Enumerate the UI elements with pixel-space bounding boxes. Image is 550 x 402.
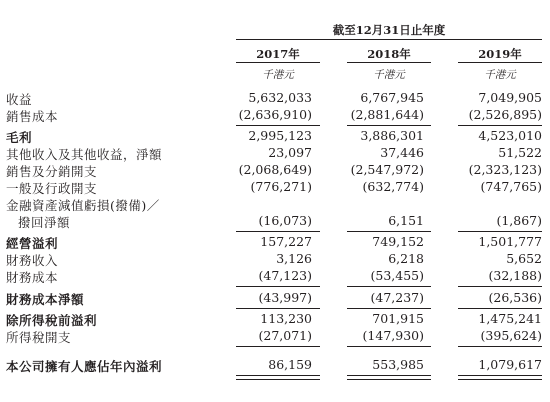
period-heading-rule bbox=[236, 39, 542, 40]
row-label: 其他收入及其他收益，淨額 bbox=[6, 147, 163, 162]
row-selling-distribution-expenses bbox=[0, 162, 550, 178]
value-2019: (2,323,123) bbox=[468, 162, 542, 177]
value-2019: 7,049,905 bbox=[478, 90, 542, 105]
subtotal-rule bbox=[236, 125, 320, 126]
value-2019: 1,475,241 bbox=[478, 311, 542, 326]
row-impairment-net bbox=[0, 213, 550, 229]
row-revenue bbox=[0, 90, 550, 106]
subtotal-rule bbox=[236, 346, 320, 347]
value-2018: 6,218 bbox=[388, 251, 424, 266]
unit-label: 千港元 bbox=[262, 69, 294, 81]
row-operating-profit bbox=[0, 234, 550, 250]
row-label: 財務成本淨額 bbox=[6, 292, 85, 307]
value-2018: (2,547,972) bbox=[350, 162, 424, 177]
year-header-2019: 2019年 bbox=[478, 47, 522, 61]
year-header-rule bbox=[347, 62, 431, 63]
year-header-2017: 2017年 bbox=[256, 47, 300, 61]
value-2019: 5,652 bbox=[506, 251, 542, 266]
row-net-finance-costs bbox=[0, 290, 550, 306]
row-label: 財務收入 bbox=[6, 253, 59, 268]
value-2019: (2,526,895) bbox=[468, 107, 542, 122]
row-cost-of-sales bbox=[0, 107, 550, 123]
row-profit-before-tax bbox=[0, 311, 550, 327]
subtotal-rule bbox=[458, 286, 542, 287]
subtotal-rule bbox=[458, 346, 542, 347]
subtotal-rule bbox=[347, 346, 431, 347]
row-label: 所得稅開支 bbox=[6, 330, 72, 345]
row-label: 除所得稅前溢利 bbox=[6, 313, 98, 328]
row-label: 一般及行政開支 bbox=[6, 181, 98, 196]
row-profit-attributable-to-owners bbox=[0, 357, 550, 373]
unit-label: 千港元 bbox=[484, 69, 516, 81]
value-2017: (27,071) bbox=[258, 328, 312, 343]
value-2017: (16,073) bbox=[258, 213, 312, 228]
value-2017: (2,068,649) bbox=[238, 162, 312, 177]
value-2017: (47,123) bbox=[258, 268, 312, 283]
value-2018: 553,985 bbox=[372, 357, 424, 372]
value-2019: (747,765) bbox=[480, 179, 542, 194]
row-impairment-label-line1 bbox=[0, 196, 550, 212]
value-2019: (395,624) bbox=[480, 328, 542, 343]
subtotal-rule bbox=[458, 231, 542, 232]
row-label: 毛利 bbox=[6, 130, 33, 145]
row-general-admin-expenses bbox=[0, 179, 550, 195]
subtotal-rule bbox=[347, 231, 431, 232]
total-double-rule bbox=[236, 375, 320, 380]
row-gross-profit bbox=[0, 128, 550, 144]
row-label: 收益 bbox=[6, 92, 33, 107]
row-income-tax-expense bbox=[0, 328, 550, 344]
year-header-2018: 2018年 bbox=[367, 47, 411, 61]
value-2017: 3,126 bbox=[276, 251, 312, 266]
value-2018: (632,774) bbox=[362, 179, 424, 194]
unit-label: 千港元 bbox=[373, 69, 405, 81]
value-2017: 5,632,033 bbox=[248, 90, 312, 105]
value-2018: 3,886,301 bbox=[360, 128, 424, 143]
subtotal-rule bbox=[347, 286, 431, 287]
year-header-rule bbox=[458, 62, 542, 63]
subtotal-rule bbox=[347, 125, 431, 126]
value-2017: 23,097 bbox=[268, 145, 312, 160]
row-label: 本公司擁有人應佔年內溢利 bbox=[6, 359, 163, 374]
value-2018: (147,930) bbox=[362, 328, 424, 343]
value-2017: 157,227 bbox=[260, 234, 312, 249]
value-2017: 113,230 bbox=[260, 311, 312, 326]
row-label: 經營溢利 bbox=[6, 236, 59, 251]
value-2019: (32,188) bbox=[488, 268, 542, 283]
value-2017: (2,636,910) bbox=[238, 107, 312, 122]
value-2019: 1,079,617 bbox=[478, 357, 542, 372]
year-header-rule bbox=[236, 62, 320, 63]
subtotal-rule bbox=[236, 286, 320, 287]
row-finance-costs bbox=[0, 268, 550, 284]
value-2018: 6,767,945 bbox=[360, 90, 424, 105]
subtotal-rule bbox=[236, 308, 320, 309]
subtotal-rule bbox=[236, 231, 320, 232]
row-label: 撥回淨額 bbox=[18, 215, 71, 230]
row-finance-income bbox=[0, 251, 550, 267]
value-2018: 701,915 bbox=[372, 311, 424, 326]
subtotal-rule bbox=[347, 308, 431, 309]
value-2019: 51,522 bbox=[498, 145, 542, 160]
value-2018: (2,881,644) bbox=[350, 107, 424, 122]
value-2017: (43,997) bbox=[258, 290, 312, 305]
value-2018: (53,455) bbox=[370, 268, 424, 283]
subtotal-rule bbox=[458, 308, 542, 309]
value-2019: 4,523,010 bbox=[478, 128, 542, 143]
value-2019: (26,536) bbox=[488, 290, 542, 305]
total-double-rule bbox=[458, 375, 542, 380]
row-label: 財務成本 bbox=[6, 270, 59, 285]
subtotal-rule bbox=[458, 125, 542, 126]
value-2017: 2,995,123 bbox=[248, 128, 312, 143]
row-label: 銷售成本 bbox=[6, 109, 59, 124]
row-label: 銷售及分銷開支 bbox=[6, 164, 98, 179]
value-2018: (47,237) bbox=[370, 290, 424, 305]
total-double-rule bbox=[347, 375, 431, 380]
value-2019: (1,867) bbox=[496, 213, 542, 228]
row-other-income bbox=[0, 145, 550, 161]
value-2018: 6,151 bbox=[388, 213, 424, 228]
value-2017: (776,271) bbox=[250, 179, 312, 194]
value-2017: 86,159 bbox=[268, 357, 312, 372]
value-2018: 749,152 bbox=[372, 234, 424, 249]
value-2019: 1,501,777 bbox=[478, 234, 542, 249]
period-heading: 截至12月31日止年度 bbox=[332, 23, 446, 37]
value-2018: 37,446 bbox=[380, 145, 424, 160]
row-label: 金融資產減值虧損(撥備)／ bbox=[6, 198, 160, 213]
